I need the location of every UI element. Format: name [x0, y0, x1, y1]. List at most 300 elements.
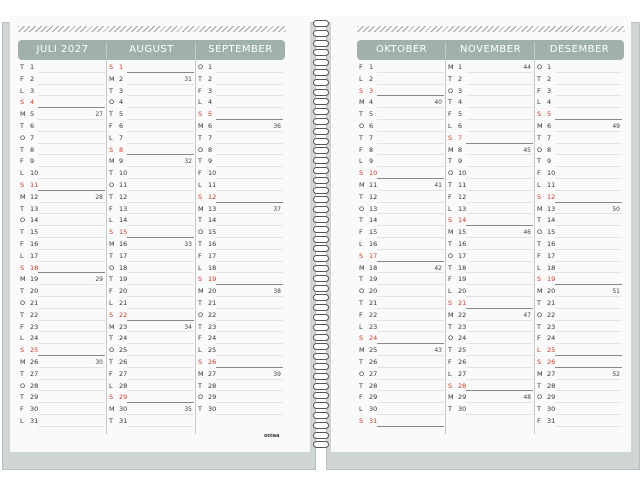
- day-row[interactable]: [107, 121, 194, 133]
- day-row[interactable]: [357, 263, 444, 275]
- day-row[interactable]: [357, 74, 444, 86]
- weekday-letter: T: [20, 122, 24, 130]
- day-row[interactable]: [196, 204, 283, 216]
- day-row[interactable]: [18, 392, 105, 404]
- day-row[interactable]: [18, 133, 105, 145]
- day-row[interactable]: [446, 180, 533, 192]
- day-row[interactable]: [196, 404, 283, 416]
- day-row[interactable]: [196, 310, 283, 322]
- day-row[interactable]: [535, 180, 622, 192]
- day-row[interactable]: [196, 345, 283, 357]
- day-row[interactable]: [535, 204, 622, 216]
- column-divider: [195, 42, 196, 434]
- day-row[interactable]: [446, 74, 533, 86]
- day-number: 8: [547, 145, 552, 154]
- day-row[interactable]: [446, 381, 533, 393]
- day-line: [38, 237, 105, 238]
- day-line: [38, 390, 105, 391]
- day-number: 17: [458, 251, 467, 260]
- day-row[interactable]: [357, 298, 444, 310]
- day-row[interactable]: [107, 416, 194, 428]
- day-row[interactable]: [535, 298, 622, 310]
- day-number: 19: [119, 275, 128, 284]
- day-row[interactable]: [18, 333, 105, 345]
- day-row[interactable]: [446, 263, 533, 275]
- day-row[interactable]: [535, 227, 622, 239]
- day-row[interactable]: [18, 204, 105, 216]
- day-number: 8: [458, 145, 463, 154]
- day-row[interactable]: [535, 310, 622, 322]
- day-row[interactable]: [196, 62, 283, 74]
- day-number: 11: [30, 181, 39, 189]
- day-row[interactable]: [535, 322, 622, 334]
- ring-loop: [313, 79, 329, 86]
- week-number: 41: [434, 182, 442, 189]
- ring-loop: [313, 216, 329, 223]
- day-row[interactable]: [18, 322, 105, 334]
- weekday-letter: T: [359, 216, 363, 225]
- day-number: 4: [119, 98, 124, 107]
- day-row[interactable]: [535, 168, 622, 180]
- day-row[interactable]: [446, 333, 533, 345]
- weekday-letter: O: [448, 334, 454, 343]
- day-row[interactable]: [196, 133, 283, 145]
- ring-loop: [313, 118, 329, 125]
- day-row[interactable]: [446, 392, 533, 404]
- day-line: [466, 84, 533, 85]
- day-row[interactable]: [196, 322, 283, 334]
- day-line: [377, 402, 444, 403]
- day-number: 31: [369, 417, 378, 425]
- weekday-letter: M: [109, 157, 115, 166]
- day-row[interactable]: [107, 133, 194, 145]
- day-row[interactable]: [357, 204, 444, 216]
- day-row[interactable]: [107, 274, 194, 286]
- day-row[interactable]: [107, 251, 194, 263]
- weekday-letter: F: [20, 157, 24, 166]
- day-row[interactable]: [18, 381, 105, 393]
- day-row[interactable]: [196, 239, 283, 251]
- day-row[interactable]: [535, 345, 622, 357]
- day-row[interactable]: [357, 109, 444, 121]
- day-row[interactable]: [196, 74, 283, 86]
- day-row[interactable]: [18, 62, 105, 74]
- day-row[interactable]: [18, 145, 105, 157]
- day-row[interactable]: [107, 381, 194, 393]
- day-row[interactable]: [18, 86, 105, 98]
- day-row[interactable]: [18, 286, 105, 298]
- day-row[interactable]: [446, 298, 533, 310]
- day-row[interactable]: [357, 239, 444, 251]
- day-row[interactable]: [446, 109, 533, 121]
- day-row[interactable]: [535, 145, 622, 157]
- weekday-letter: T: [109, 86, 113, 95]
- day-number: 27: [369, 369, 378, 378]
- day-row[interactable]: [357, 369, 444, 381]
- week-number: 40: [434, 99, 442, 107]
- day-row[interactable]: [107, 215, 194, 227]
- day-line: [127, 379, 194, 380]
- day-row[interactable]: [446, 168, 533, 180]
- day-row[interactable]: [18, 263, 105, 275]
- day-number: 5: [547, 110, 552, 119]
- day-row[interactable]: [535, 392, 622, 404]
- day-row[interactable]: [446, 192, 533, 204]
- day-row[interactable]: [18, 369, 105, 381]
- day-line: [377, 296, 444, 297]
- day-line: [555, 390, 622, 391]
- day-row[interactable]: [357, 168, 444, 180]
- day-row[interactable]: [18, 298, 105, 310]
- day-row[interactable]: [357, 145, 444, 157]
- day-line: [555, 261, 622, 262]
- day-row[interactable]: [196, 109, 283, 121]
- weekday-letter: M: [198, 287, 204, 296]
- day-row[interactable]: [107, 97, 194, 109]
- day-line: [466, 379, 533, 380]
- day-row[interactable]: [18, 97, 105, 109]
- weekday-letter: F: [448, 110, 452, 119]
- day-row[interactable]: [107, 109, 194, 121]
- day-row[interactable]: [357, 192, 444, 204]
- day-number: 26: [119, 358, 128, 366]
- day-row[interactable]: [535, 74, 622, 86]
- day-row[interactable]: [535, 62, 622, 74]
- day-number: 22: [547, 310, 556, 319]
- day-row[interactable]: [196, 97, 283, 109]
- day-row[interactable]: [357, 310, 444, 322]
- day-row[interactable]: [535, 333, 622, 345]
- day-row[interactable]: [18, 274, 105, 286]
- weekday-letter: M: [537, 122, 543, 130]
- weekday-letter: T: [359, 299, 363, 307]
- day-row[interactable]: [535, 239, 622, 251]
- day-row[interactable]: [107, 357, 194, 369]
- day-line: [555, 190, 622, 191]
- day-row[interactable]: [196, 392, 283, 404]
- day-row[interactable]: [196, 86, 283, 98]
- day-row[interactable]: [446, 251, 533, 263]
- day-number: 1: [547, 63, 552, 71]
- day-line: [127, 296, 194, 297]
- weekday-letter: L: [20, 86, 24, 95]
- day-number: 24: [547, 334, 556, 343]
- day-row[interactable]: [357, 392, 444, 404]
- day-row[interactable]: [446, 286, 533, 298]
- day-row[interactable]: [535, 121, 622, 133]
- day-line: [555, 72, 622, 73]
- day-row[interactable]: [196, 145, 283, 157]
- day-number: 19: [30, 275, 39, 284]
- day-row[interactable]: [107, 86, 194, 98]
- weekday-letter: T: [537, 74, 541, 83]
- day-line: [377, 225, 444, 226]
- day-row[interactable]: [357, 333, 444, 345]
- day-row[interactable]: [196, 156, 283, 168]
- weekday-letter: M: [20, 275, 26, 284]
- weekday-letter: O: [198, 145, 204, 154]
- day-row[interactable]: [535, 369, 622, 381]
- day-number: 10: [458, 169, 467, 178]
- day-row[interactable]: [446, 322, 533, 334]
- day-number: 17: [369, 251, 378, 260]
- day-number: 22: [458, 310, 467, 319]
- day-row[interactable]: [535, 215, 622, 227]
- day-number: 3: [119, 86, 124, 95]
- day-row[interactable]: [18, 180, 105, 192]
- day-row[interactable]: [18, 416, 105, 428]
- day-row[interactable]: [196, 286, 283, 298]
- weekday-letter: T: [198, 381, 202, 390]
- day-row[interactable]: [357, 156, 444, 168]
- ring-loop: [313, 128, 329, 135]
- weekday-letter: T: [20, 204, 24, 213]
- day-row[interactable]: [446, 274, 533, 286]
- day-row[interactable]: [107, 145, 194, 157]
- day-line: [38, 166, 105, 167]
- day-row[interactable]: [196, 369, 283, 381]
- day-line: [216, 272, 283, 273]
- day-line: [466, 95, 533, 96]
- day-row[interactable]: [107, 62, 194, 74]
- day-row[interactable]: [357, 215, 444, 227]
- day-row[interactable]: [446, 369, 533, 381]
- day-row[interactable]: [357, 345, 444, 357]
- day-line: [466, 166, 533, 167]
- day-number: 7: [547, 133, 552, 142]
- day-row[interactable]: [18, 239, 105, 251]
- day-row[interactable]: [535, 133, 622, 145]
- day-number: 12: [119, 192, 128, 201]
- spiral-ring: [313, 69, 329, 77]
- ring-loop: [313, 98, 329, 105]
- day-row[interactable]: [357, 322, 444, 334]
- day-row[interactable]: [535, 109, 622, 121]
- week-number: 29: [95, 276, 103, 284]
- month-header: DESEMBER: [535, 40, 624, 60]
- day-number: 3: [30, 86, 35, 95]
- day-line: [38, 107, 105, 108]
- day-row[interactable]: [196, 192, 283, 204]
- day-number: 15: [208, 228, 217, 237]
- day-row[interactable]: [535, 381, 622, 393]
- day-row[interactable]: [107, 298, 194, 310]
- day-row[interactable]: [18, 109, 105, 121]
- day-row[interactable]: [535, 404, 622, 416]
- ring-loop: [313, 138, 329, 145]
- weekday-letter: M: [359, 98, 365, 107]
- day-row[interactable]: [535, 192, 622, 204]
- day-row[interactable]: [357, 274, 444, 286]
- day-row[interactable]: [446, 86, 533, 98]
- day-row[interactable]: [107, 227, 194, 239]
- day-row[interactable]: [18, 156, 105, 168]
- day-row[interactable]: [107, 345, 194, 357]
- spiral-ring: [313, 167, 329, 175]
- day-line: [555, 166, 622, 167]
- day-number: 3: [458, 86, 463, 95]
- day-row[interactable]: [107, 392, 194, 404]
- weekday-letter: S: [109, 393, 114, 402]
- day-row[interactable]: [535, 274, 622, 286]
- day-row[interactable]: [446, 227, 533, 239]
- day-row[interactable]: [196, 274, 283, 286]
- day-number: 10: [369, 169, 378, 178]
- day-number: 4: [458, 98, 463, 107]
- day-number: 21: [547, 299, 556, 307]
- day-line: [216, 390, 283, 391]
- weekday-letter: O: [198, 63, 204, 71]
- day-row[interactable]: [107, 156, 194, 168]
- ring-loop: [313, 89, 329, 96]
- weekday-letter: L: [448, 287, 452, 296]
- day-row[interactable]: [107, 74, 194, 86]
- day-row[interactable]: [18, 357, 105, 369]
- day-row[interactable]: [357, 381, 444, 393]
- day-row[interactable]: [107, 322, 194, 334]
- day-row[interactable]: [446, 156, 533, 168]
- day-row[interactable]: [18, 168, 105, 180]
- day-row[interactable]: [535, 286, 622, 298]
- weekday-letter: T: [537, 157, 541, 166]
- day-row[interactable]: [196, 215, 283, 227]
- weekday-letter: L: [448, 122, 452, 130]
- day-row[interactable]: [357, 97, 444, 109]
- day-row[interactable]: [535, 357, 622, 369]
- weekday-letter: T: [537, 381, 541, 390]
- ring-loop: [313, 343, 329, 350]
- day-row[interactable]: [107, 310, 194, 322]
- day-row[interactable]: [196, 333, 283, 345]
- day-row[interactable]: [446, 145, 533, 157]
- day-row[interactable]: [196, 251, 283, 263]
- weekday-letter: T: [109, 417, 113, 425]
- day-number: 20: [119, 287, 128, 296]
- day-row[interactable]: [446, 357, 533, 369]
- day-row[interactable]: [535, 251, 622, 263]
- day-row[interactable]: [18, 310, 105, 322]
- weekday-letter: M: [537, 287, 543, 296]
- week-number: 33: [184, 241, 192, 248]
- day-row[interactable]: [107, 333, 194, 345]
- day-row[interactable]: [107, 204, 194, 216]
- day-row[interactable]: [196, 381, 283, 393]
- day-row[interactable]: [107, 192, 194, 204]
- weekday-letter: O: [537, 145, 543, 154]
- spiral-ring: [313, 412, 329, 420]
- day-row[interactable]: [107, 239, 194, 251]
- day-row[interactable]: [535, 86, 622, 98]
- day-row[interactable]: [357, 416, 444, 428]
- day-row[interactable]: [357, 227, 444, 239]
- day-line: [466, 154, 533, 155]
- day-row[interactable]: [357, 286, 444, 298]
- spiral-ring: [313, 432, 329, 440]
- day-row[interactable]: [107, 369, 194, 381]
- day-row[interactable]: [196, 168, 283, 180]
- day-row[interactable]: [18, 404, 105, 416]
- day-row[interactable]: [535, 416, 622, 428]
- weekday-letter: T: [198, 299, 202, 307]
- day-row[interactable]: [446, 133, 533, 145]
- spiral-ring: [313, 304, 329, 312]
- ring-loop: [313, 177, 329, 184]
- day-row[interactable]: [107, 168, 194, 180]
- day-row[interactable]: [107, 180, 194, 192]
- day-number: 25: [208, 346, 217, 355]
- day-line: [377, 272, 444, 273]
- weekday-letter: T: [448, 322, 452, 331]
- day-row[interactable]: [18, 215, 105, 227]
- day-row[interactable]: [357, 133, 444, 145]
- day-row[interactable]: [357, 357, 444, 369]
- day-row[interactable]: [357, 62, 444, 74]
- day-row[interactable]: [357, 180, 444, 192]
- day-line: [555, 296, 622, 297]
- day-line: [127, 190, 194, 191]
- day-row[interactable]: [446, 215, 533, 227]
- day-line: [555, 178, 622, 179]
- day-row[interactable]: [446, 62, 533, 74]
- day-row[interactable]: [196, 357, 283, 369]
- day-number: 17: [208, 251, 217, 260]
- day-row[interactable]: [196, 298, 283, 310]
- day-row[interactable]: [446, 239, 533, 251]
- day-row[interactable]: [107, 286, 194, 298]
- day-row[interactable]: [357, 404, 444, 416]
- day-row[interactable]: [535, 97, 622, 109]
- day-line: [216, 379, 283, 380]
- day-row[interactable]: [18, 251, 105, 263]
- day-row[interactable]: [18, 192, 105, 204]
- day-row[interactable]: [357, 86, 444, 98]
- day-number: 3: [547, 86, 552, 95]
- day-row[interactable]: [446, 404, 533, 416]
- day-row[interactable]: [446, 121, 533, 133]
- day-row[interactable]: [18, 227, 105, 239]
- day-row[interactable]: [107, 404, 194, 416]
- day-row[interactable]: [196, 121, 283, 133]
- day-row[interactable]: [357, 251, 444, 263]
- day-row[interactable]: [18, 74, 105, 86]
- day-row[interactable]: [196, 263, 283, 275]
- ring-loop: [313, 108, 329, 115]
- day-row[interactable]: [196, 227, 283, 239]
- week-number: 32: [184, 158, 192, 166]
- day-line: [216, 320, 283, 321]
- day-row[interactable]: [535, 263, 622, 275]
- day-number: 16: [119, 240, 128, 248]
- day-number: 6: [30, 122, 35, 130]
- day-row[interactable]: [196, 180, 283, 192]
- day-row[interactable]: [18, 345, 105, 357]
- day-row[interactable]: [357, 121, 444, 133]
- day-row[interactable]: [446, 204, 533, 216]
- day-row[interactable]: [446, 310, 533, 322]
- day-row[interactable]: [446, 345, 533, 357]
- day-number: 9: [547, 157, 552, 166]
- day-number: 26: [369, 358, 378, 366]
- weekday-letter: O: [20, 133, 26, 142]
- weekday-letter: F: [359, 393, 363, 402]
- day-number: 3: [369, 86, 374, 95]
- day-row[interactable]: [535, 156, 622, 168]
- day-row[interactable]: [446, 97, 533, 109]
- day-row[interactable]: [18, 121, 105, 133]
- day-row[interactable]: [107, 263, 194, 275]
- day-line: [216, 402, 283, 403]
- day-number: 7: [208, 133, 213, 142]
